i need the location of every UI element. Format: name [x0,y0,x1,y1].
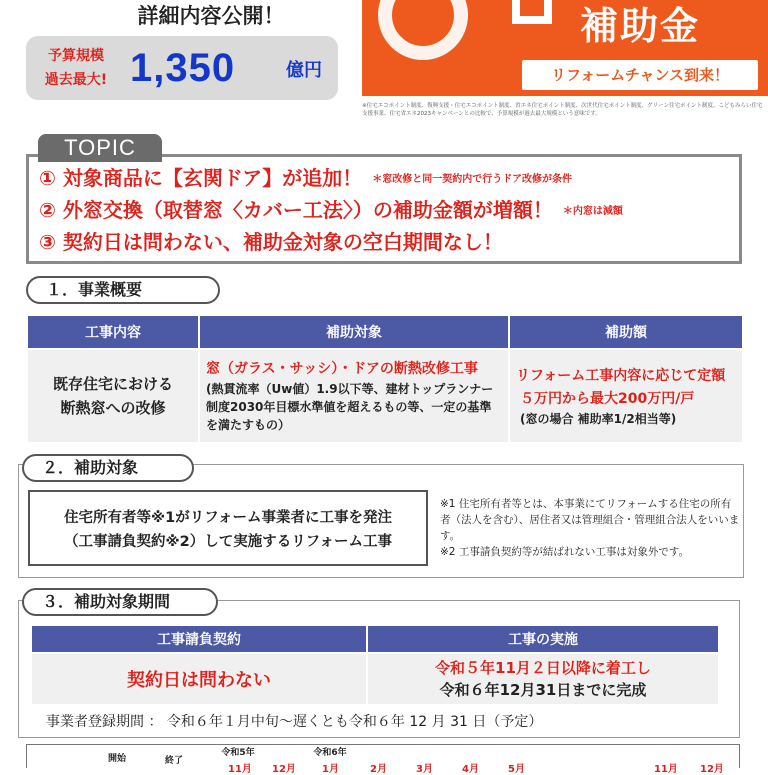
schedule-col-end: 終了 [164,756,183,766]
banner-deco-box [512,0,552,24]
table-header: 工事の実施 [367,625,719,653]
table-header: 補助対象 [199,315,509,349]
target-box [28,490,428,566]
target-detail: (熱貫流率（Uw値）1.9以下等、建材トップランナー制度2030年目標水準値を超えるもの等、一定の基準を満たすもの） [206,382,494,432]
section-1-heading: １．事業概要 [26,276,220,304]
section-2-heading: ２．補助対象 [22,454,194,482]
amount-cell [509,349,743,443]
schedule-month: 4月 [462,764,479,775]
target-box-line-2: （工事請負契約※2）して実施するリフォーム工事 [64,534,392,550]
topic-item-note: ＊内窓は減額 [562,205,623,217]
section-3-heading: ３．補助対象期間 [22,588,218,616]
disclose-headline: 詳細内容公開！ [137,4,285,28]
schedule-month: 11月 [228,764,252,775]
note-1: ※1 住宅所有者等とは、本事業にてリフォームする住宅の所有者（法人を含む）、居住者又は管理組合・管理組合法人をいいます。 [440,498,740,542]
table-header: 工事請負契約 [31,625,367,653]
schedule-year-1: 令和5年 [221,748,255,758]
end-condition: 令和６年12月31日までに完成 [439,681,647,699]
budget-label-line-1: 予算規模 [48,48,104,64]
note-2: ※2 工事請負契約等が結ばれない工事は対象外です。 [440,546,689,558]
topic-item-3 [39,227,503,257]
topic-box [26,154,742,264]
topic-item-note: ＊窓改修と同一契約内で行うドア改修が条件 [372,173,572,185]
implementation-cell [367,653,719,705]
budget-value: 1,350 [130,46,236,90]
work-cell [27,349,199,443]
budget-box [26,36,338,100]
start-condition: 令和５年11月２日以降に着工し [435,659,651,677]
target-notes [440,496,740,560]
target-title: 窓（ガラス・サッシ）・ドアの断熱改修工事 [206,361,478,377]
work-line-2: 断熱窓への改修 [60,399,166,417]
registration-period: 事業者登録期間 ： 令和６年１月中旬～遅くとも令和６年 12 月 31 日（予定） [46,714,543,730]
schedule-month: 11月 [654,764,678,775]
topic-item-1 [39,163,572,195]
schedule-month: 12月 [272,764,296,775]
topic-item-2 [39,195,623,227]
amount-note: (窓の場合 補助率1/2相当等) [520,412,677,426]
topic-item-text: ① 対象商品に【玄関ドア】が追加！ [39,166,363,190]
topic-tag: TOPIC [38,134,162,162]
period-table [30,624,720,706]
banner-fine-print: ※住宅エコポイント制度、復興支援・住宅エコポイント制度、省エネ住宅ポイント制度、次世代住宅ポイント制度、グリーン住宅ポイント制度、こどもみらい住宅支援事業、住宅省エネ2023キャンペーンとの比較で、予算規模が過去最大規模という意味です。 [362,103,763,117]
banner-deco-shape [378,0,468,60]
schedule-year-2: 令和6年 [313,748,347,758]
schedule-month: 5月 [508,764,525,775]
schedule-month: 3月 [416,764,433,775]
budget-label [36,44,116,92]
schedule-col-start: 開始 [107,754,126,764]
target-cell [199,349,509,443]
topic-item-text: ③ 契約日は問わない、補助金対象の空白期間なし！ [39,230,503,254]
table-header: 補助額 [509,315,743,349]
banner-title: 補助金 [580,4,701,48]
schedule-month: 12月 [700,764,724,775]
banner-subtitle: リフォームチャンス到来！ [522,60,758,90]
amount-title: リフォーム工事内容に応じて定額 [516,368,726,384]
topic-item-text: ② 外窓交換（取替窓〈カバー工法〉）の補助金額が増額！ [39,198,553,222]
work-line-1: 既存住宅における [52,375,173,393]
subsidy-banner [362,0,768,96]
contract-cell: 契約日は問わない [31,653,367,705]
target-box-line-1: 住宅所有者等※1がリフォーム事業者に工事を発注 [64,510,392,526]
amount-range: ５万円から最大200万円/戸 [520,391,695,407]
overview-table [26,314,744,444]
schedule-month: 1月 [322,764,339,775]
budget-unit: 億円 [286,60,322,81]
table-header: 工事内容 [27,315,199,349]
schedule-month: 2月 [370,764,387,775]
budget-label-line-2: 過去最大! [44,72,108,88]
